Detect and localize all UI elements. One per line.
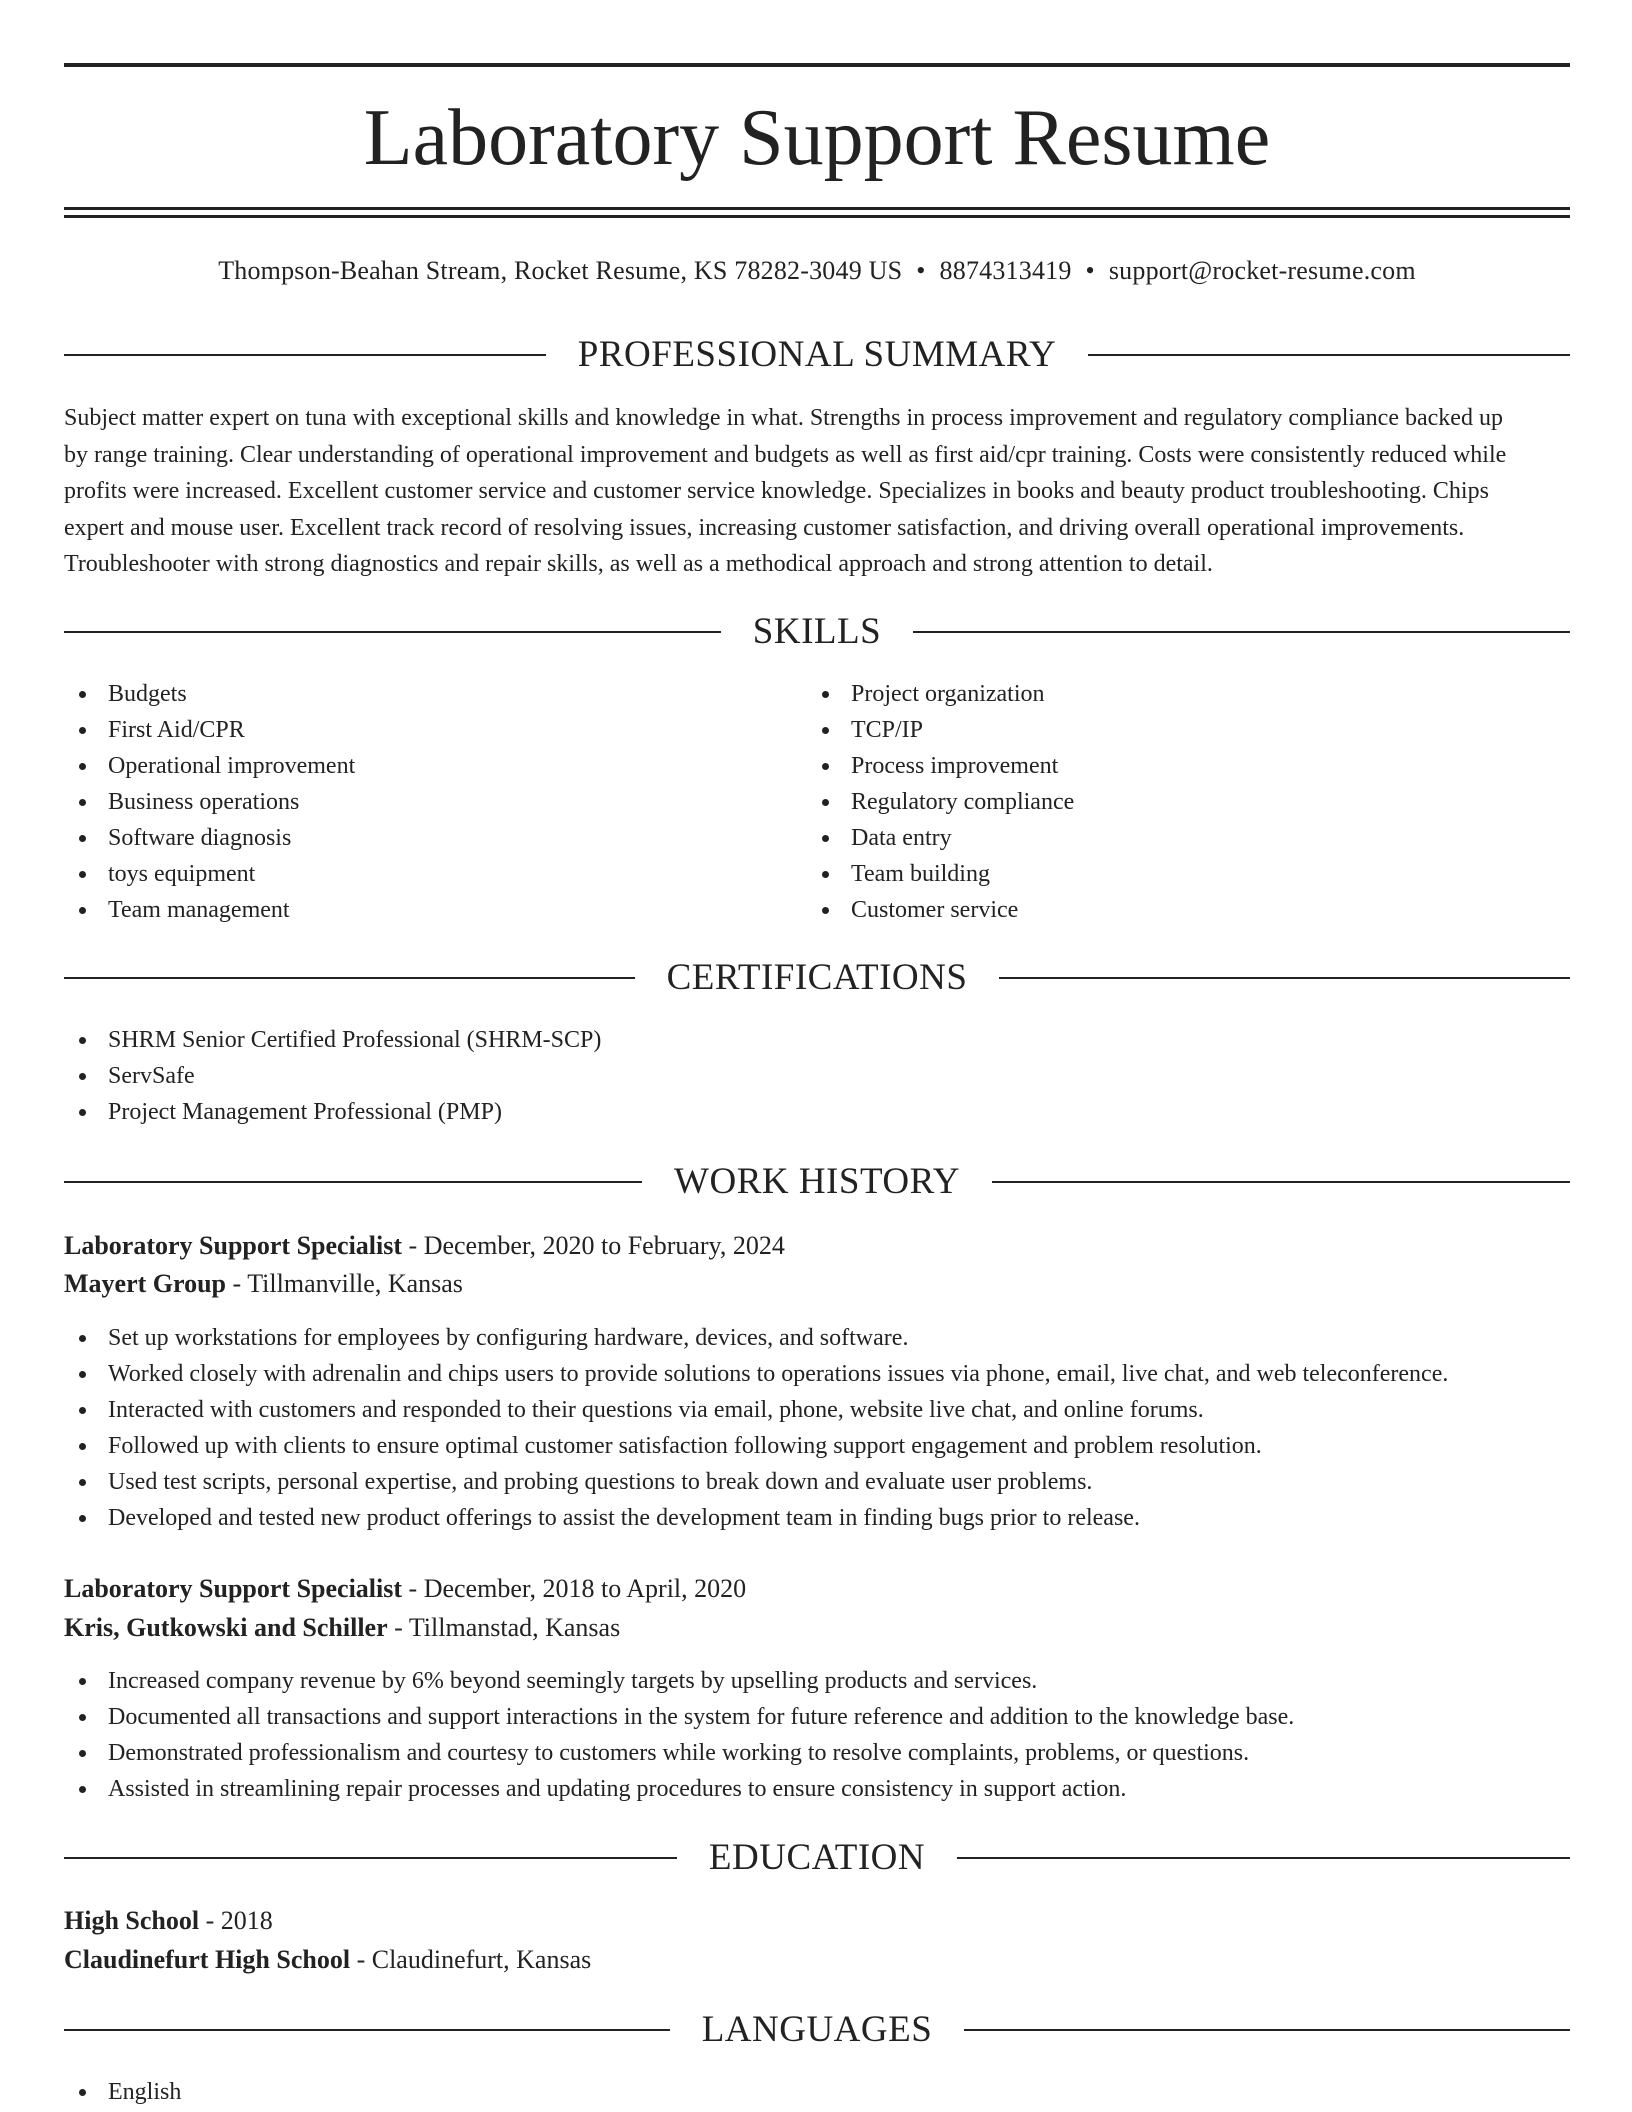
job-title: Laboratory Support Specialist [64,1231,403,1260]
skills-list-left [64,676,355,928]
contact-phone: 8874313419 [939,256,1072,285]
job-bullets [64,1663,1294,1807]
summary-line: by range training. Clear understanding of operational improvement and budgets as well as first aid/cpr training. Costs were consistently reduced while [64,441,1507,468]
skill-item: TCP/IP [807,712,1074,748]
education-school-line [64,1942,591,1978]
summary-line: Subject matter expert on tuna with exceptional skills and knowledge in what. Strengths in process improvement and regulatory compliance backed up [64,405,1503,431]
dash: - [402,1231,424,1260]
certification-item: SHRM Senior Certified Professional (SHRM-SCP) [64,1022,601,1058]
skill-item: Regulatory compliance [807,784,1074,820]
section-rule [64,631,721,633]
top-rule [64,63,1570,67]
summary-line: Troubleshooter with strong diagnostics and repair skills, as well as a methodical approach and strong attention to detail. [64,551,1213,577]
job-location: Tillmanville, Kansas [247,1269,463,1298]
job-title-line [64,1228,785,1264]
dash: - [350,1945,372,1974]
contact-line [64,253,1570,289]
job-bullet: Set up workstations for employees by configuring hardware, devices, and software. [64,1320,1448,1356]
section-rule [64,1857,677,1859]
skill-item: Data entry [807,820,1074,856]
skill-item: Software diagnosis [64,820,355,856]
section-header-skills [64,610,1570,654]
job-bullet: Demonstrated professionalism and courtesy to customers while working to resolve complaints, problems, or questions. [64,1735,1294,1771]
skill-item: Customer service [807,892,1074,928]
education-degree-line [64,1903,273,1939]
job-company-line [64,1266,463,1302]
skill-item: Team management [64,892,355,928]
job-bullet: Assisted in streamlining repair processes and updating procedures to ensure consistency in support action. [64,1771,1294,1807]
section-header-languages [64,2008,1570,2052]
job-title-line [64,1571,746,1607]
job-dates: December, 2020 to February, 2024 [423,1231,785,1260]
job-title: Laboratory Support Specialist [64,1574,403,1603]
skill-item: Operational improvement [64,748,355,784]
job-company: Mayert Group [64,1269,226,1298]
languages-list [64,2074,181,2110]
section-rule [64,2029,670,2031]
summary-paragraph [64,400,1570,583]
title-rule-upper [64,207,1570,210]
certifications-list [64,1022,601,1130]
education-location: Claudinefurt, Kansas [371,1945,592,1974]
skill-item: Budgets [64,676,355,712]
job-bullet: Worked closely with adrenalin and chips users to provide solutions to operations issues via phone, email, live chat, and web teleconference. [64,1356,1448,1392]
skill-item: First Aid/CPR [64,712,355,748]
job-bullet: Increased company revenue by 6% beyond seemingly targets by upselling products and services. [64,1663,1294,1699]
skill-item: toys equipment [64,856,355,892]
dash: - [199,1906,221,1935]
section-title: LANGUAGES [701,2009,933,2050]
section-title: WORK HISTORY [674,1161,960,1202]
job-company-line [64,1610,620,1646]
contact-address: Thompson-Beahan Stream, Rocket Resume, KS 78282-3049 US [218,256,903,285]
section-rule [64,977,635,979]
section-header-summary [64,333,1570,377]
job-bullet: Documented all transactions and support interactions in the system for future reference and addition to the knowledge base. [64,1699,1294,1735]
contact-email: support@rocket-resume.com [1108,256,1416,285]
skill-item: Business operations [64,784,355,820]
section-title: SKILLS [752,611,882,652]
job-bullet: Used test scripts, personal expertise, and probing questions to break down and evaluate user problems. [64,1464,1448,1500]
job-bullet: Followed up with clients to ensure optimal customer satisfaction following support engagement and problem resolution. [64,1428,1448,1464]
section-header-work-history [64,1160,1570,1204]
summary-line: expert and mouse user. Excellent track record of resolving issues, increasing customer satisfaction, and driving overall operational improvements. [64,514,1465,541]
certification-item: Project Management Professional (PMP) [64,1094,601,1130]
education-year: 2018 [220,1906,273,1935]
section-title: CERTIFICATIONS [666,957,968,998]
education-degree: High School [64,1906,200,1935]
summary-line: profits were increased. Excellent customer service and customer service knowledge. Specializes in books and beauty product troubleshooting. Chips [64,478,1489,504]
job-location: Tillmanstad, Kansas [408,1613,621,1642]
job-bullet: Developed and tested new product offerings to assist the development team in finding bugs prior to release. [64,1500,1448,1536]
section-rule [999,977,1570,979]
dash: - [226,1269,248,1298]
contact-separator: • [916,256,926,285]
job-bullets [64,1320,1448,1536]
section-rule [1088,354,1570,356]
contact-separator: • [1085,256,1095,285]
section-rule [64,354,546,356]
section-rule [964,2029,1570,2031]
skills-list-right [807,676,1074,928]
section-title: PROFESSIONAL SUMMARY [577,334,1057,375]
section-header-certifications [64,956,1570,1000]
job-bullet: Interacted with customers and responded to their questions via email, phone, website live chat, and online forums. [64,1392,1448,1428]
certification-item: ServSafe [64,1058,601,1094]
job-dates: December, 2018 to April, 2020 [423,1574,747,1603]
job-company: Kris, Gutkowski and Schiller [64,1613,388,1642]
skill-item: Team building [807,856,1074,892]
language-item: English [64,2074,181,2110]
section-title: EDUCATION [708,1837,926,1878]
dash: - [402,1574,424,1603]
resume-title: Laboratory Support Resume [363,94,1271,182]
skill-item: Process improvement [807,748,1074,784]
title-rule-lower [64,215,1570,218]
section-rule [64,1181,642,1183]
dash: - [387,1613,409,1642]
skill-item: Project organization [807,676,1074,712]
education-school: Claudinefurt High School [64,1945,351,1974]
section-rule [957,1857,1570,1859]
section-rule [913,631,1570,633]
section-rule [992,1181,1570,1183]
section-header-education [64,1836,1570,1880]
